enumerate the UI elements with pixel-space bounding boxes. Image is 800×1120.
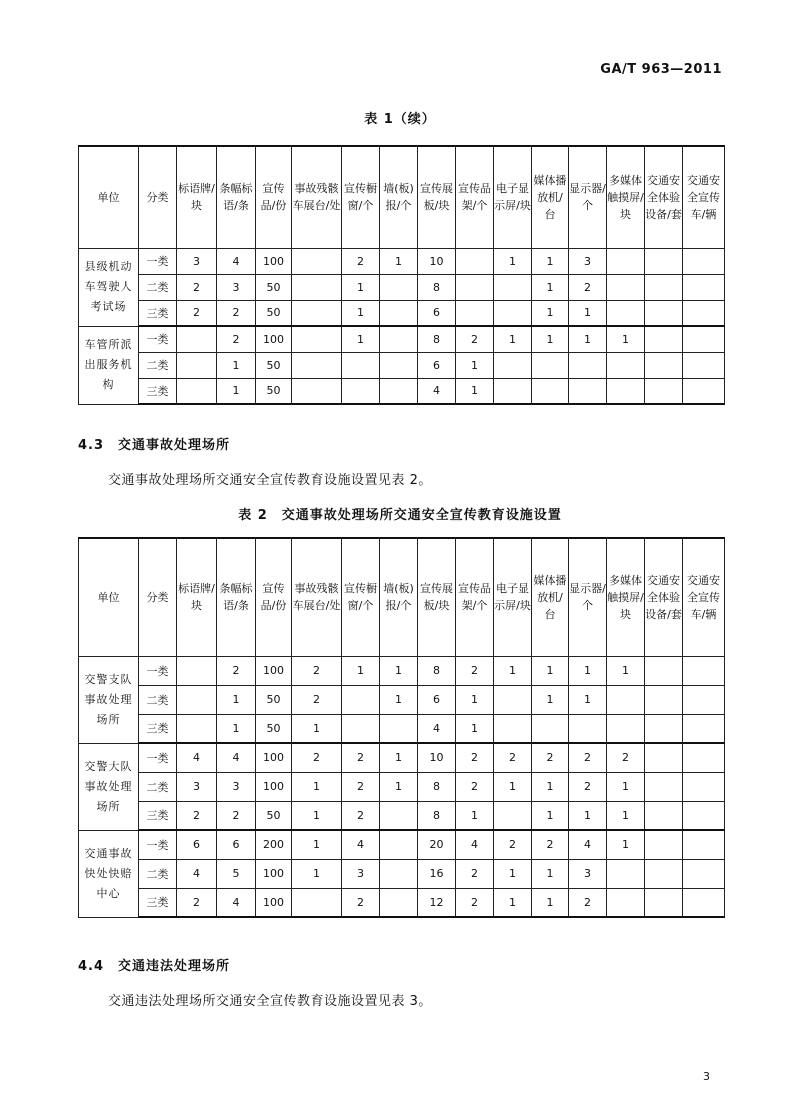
value-cell: 2: [217, 326, 256, 352]
value-cell: 1: [532, 801, 569, 830]
value-cell: 1: [456, 801, 494, 830]
column-header: 单位: [79, 146, 139, 248]
value-cell: 1: [532, 248, 569, 274]
value-cell: 1: [532, 685, 569, 714]
table-row: [79, 685, 725, 714]
table-row: [79, 830, 725, 859]
value-cell: 2: [342, 248, 380, 274]
value-cell: 2: [494, 743, 532, 772]
value-cell: [683, 888, 725, 917]
value-cell: 1: [380, 248, 418, 274]
value-cell: [494, 685, 532, 714]
value-cell: [177, 378, 217, 404]
value-cell: [177, 352, 217, 378]
value-cell: 2: [456, 888, 494, 917]
value-cell: [494, 274, 532, 300]
value-cell: [645, 274, 683, 300]
table-row: [79, 248, 725, 274]
value-cell: 2: [456, 326, 494, 352]
value-cell: [177, 714, 217, 743]
value-cell: 1: [569, 801, 607, 830]
value-cell: [177, 326, 217, 352]
value-cell: [456, 248, 494, 274]
value-cell: 1: [292, 830, 342, 859]
value-cell: [607, 300, 645, 326]
value-cell: [456, 300, 494, 326]
value-cell: 1: [532, 300, 569, 326]
category-cell: 三类: [139, 801, 177, 830]
value-cell: 12: [418, 888, 456, 917]
value-cell: [380, 714, 418, 743]
column-header: 标语牌/块: [177, 146, 217, 248]
value-cell: 2: [177, 801, 217, 830]
column-header: 单位: [79, 538, 139, 656]
value-cell: [342, 352, 380, 378]
column-header: 宣传品架/个: [456, 538, 494, 656]
value-cell: [569, 352, 607, 378]
table2: [78, 537, 725, 918]
value-cell: 6: [418, 300, 456, 326]
category-cell: 二类: [139, 859, 177, 888]
value-cell: 1: [342, 274, 380, 300]
value-cell: 1: [569, 300, 607, 326]
value-cell: [607, 859, 645, 888]
value-cell: [380, 801, 418, 830]
table-row: [79, 772, 725, 801]
value-cell: 1: [494, 248, 532, 274]
value-cell: [645, 714, 683, 743]
value-cell: [456, 274, 494, 300]
value-cell: 2: [456, 772, 494, 801]
value-cell: 1: [569, 685, 607, 714]
value-cell: 2: [342, 801, 380, 830]
value-cell: [607, 274, 645, 300]
value-cell: [292, 248, 342, 274]
value-cell: 2: [177, 274, 217, 300]
value-cell: [532, 352, 569, 378]
value-cell: 1: [292, 801, 342, 830]
table1-caption: 表 1（续）: [364, 112, 436, 127]
column-header: 墙(板)报/个: [380, 538, 418, 656]
value-cell: 4: [418, 378, 456, 404]
column-header: 电子显示屏/块: [494, 146, 532, 248]
table-row: [79, 801, 725, 830]
value-cell: 4: [217, 248, 256, 274]
value-cell: 1: [217, 352, 256, 378]
value-cell: [645, 656, 683, 685]
value-cell: [607, 685, 645, 714]
value-cell: [645, 300, 683, 326]
category-cell: 三类: [139, 378, 177, 404]
value-cell: 2: [177, 888, 217, 917]
value-cell: 1: [342, 326, 380, 352]
category-cell: 一类: [139, 248, 177, 274]
section-4-3-heading: 4.3 交通事故处理场所: [78, 438, 231, 453]
value-cell: [380, 888, 418, 917]
value-cell: [645, 772, 683, 801]
column-header: 显示器/个: [569, 538, 607, 656]
value-cell: 2: [292, 656, 342, 685]
value-cell: [380, 300, 418, 326]
value-cell: 1: [607, 801, 645, 830]
value-cell: [380, 274, 418, 300]
value-cell: 100: [256, 743, 292, 772]
value-cell: 1: [494, 859, 532, 888]
value-cell: 50: [256, 378, 292, 404]
value-cell: 1: [532, 326, 569, 352]
value-cell: 1: [607, 772, 645, 801]
table-row: [79, 352, 725, 378]
value-cell: 1: [532, 859, 569, 888]
value-cell: 2: [532, 830, 569, 859]
value-cell: [683, 248, 725, 274]
value-cell: 1: [532, 656, 569, 685]
value-cell: 100: [256, 248, 292, 274]
table-row: [79, 743, 725, 772]
value-cell: 8: [418, 326, 456, 352]
value-cell: [683, 274, 725, 300]
value-cell: 1: [494, 326, 532, 352]
value-cell: 2: [217, 656, 256, 685]
value-cell: 1: [342, 300, 380, 326]
column-header: 宣传展板/块: [418, 146, 456, 248]
value-cell: 1: [380, 772, 418, 801]
value-cell: [342, 714, 380, 743]
value-cell: 4: [177, 743, 217, 772]
section-4-4-heading: 4.4 交通违法处理场所: [78, 959, 231, 974]
value-cell: [494, 714, 532, 743]
value-cell: [683, 714, 725, 743]
column-header: 宣传品/份: [256, 538, 292, 656]
section-4-4-text: 交通违法处理场所交通安全宣传教育设施设置见表 3。: [108, 994, 432, 1009]
unit-cell: 县级机动车驾驶人考试场: [79, 248, 139, 326]
value-cell: 4: [418, 714, 456, 743]
category-cell: 二类: [139, 274, 177, 300]
value-cell: [177, 656, 217, 685]
value-cell: 6: [418, 352, 456, 378]
category-cell: 二类: [139, 352, 177, 378]
value-cell: [380, 859, 418, 888]
value-cell: [569, 378, 607, 404]
table-row: [79, 888, 725, 917]
value-cell: [683, 772, 725, 801]
value-cell: 1: [494, 888, 532, 917]
value-cell: 4: [456, 830, 494, 859]
table-row: [79, 378, 725, 404]
value-cell: 2: [569, 743, 607, 772]
value-cell: [683, 685, 725, 714]
category-cell: 二类: [139, 685, 177, 714]
value-cell: 2: [456, 859, 494, 888]
category-cell: 一类: [139, 830, 177, 859]
value-cell: [607, 378, 645, 404]
value-cell: [645, 352, 683, 378]
table-row: [79, 300, 725, 326]
unit-cell: 车管所派出服务机构: [79, 326, 139, 404]
unit-cell: 交警大队事故处理场所: [79, 743, 139, 830]
value-cell: 200: [256, 830, 292, 859]
column-header: 媒体播放机/台: [532, 538, 569, 656]
value-cell: [645, 743, 683, 772]
value-cell: [380, 830, 418, 859]
value-cell: 1: [456, 685, 494, 714]
value-cell: 1: [217, 378, 256, 404]
value-cell: 1: [569, 656, 607, 685]
table-row: [79, 274, 725, 300]
value-cell: 100: [256, 656, 292, 685]
value-cell: 2: [569, 772, 607, 801]
value-cell: 1: [456, 352, 494, 378]
value-cell: [292, 326, 342, 352]
column-header: 显示器/个: [569, 146, 607, 248]
value-cell: [292, 888, 342, 917]
value-cell: [683, 801, 725, 830]
value-cell: 3: [217, 274, 256, 300]
value-cell: [494, 352, 532, 378]
value-cell: [645, 859, 683, 888]
value-cell: [380, 326, 418, 352]
value-cell: 2: [607, 743, 645, 772]
column-header: 事故残骸车展台/处: [292, 538, 342, 656]
document-code: GA/T 963—2011: [600, 62, 722, 77]
value-cell: 4: [177, 859, 217, 888]
table2-caption: 表 2 交通事故处理场所交通安全宣传教育设施设置: [238, 508, 562, 523]
column-header: 分类: [139, 538, 177, 656]
value-cell: 2: [217, 801, 256, 830]
value-cell: 8: [418, 772, 456, 801]
value-cell: 2: [217, 300, 256, 326]
value-cell: [645, 685, 683, 714]
value-cell: [532, 378, 569, 404]
value-cell: 2: [292, 743, 342, 772]
value-cell: [645, 378, 683, 404]
value-cell: 2: [342, 743, 380, 772]
value-cell: 1: [494, 656, 532, 685]
value-cell: 16: [418, 859, 456, 888]
value-cell: 8: [418, 274, 456, 300]
value-cell: [645, 326, 683, 352]
category-cell: 二类: [139, 772, 177, 801]
value-cell: 2: [569, 274, 607, 300]
value-cell: [569, 714, 607, 743]
category-cell: 三类: [139, 714, 177, 743]
value-cell: 10: [418, 248, 456, 274]
column-header: 分类: [139, 146, 177, 248]
category-cell: 三类: [139, 888, 177, 917]
value-cell: [683, 859, 725, 888]
value-cell: [494, 378, 532, 404]
value-cell: [292, 352, 342, 378]
value-cell: 100: [256, 859, 292, 888]
value-cell: [683, 378, 725, 404]
value-cell: 2: [456, 743, 494, 772]
value-cell: 1: [292, 714, 342, 743]
column-header: 多媒体触摸屏/块: [607, 146, 645, 248]
value-cell: [645, 888, 683, 917]
value-cell: 4: [217, 888, 256, 917]
value-cell: 5: [217, 859, 256, 888]
value-cell: 1: [607, 830, 645, 859]
value-cell: [494, 300, 532, 326]
column-header: 媒体播放机/台: [532, 146, 569, 248]
value-cell: [607, 714, 645, 743]
value-cell: 1: [532, 772, 569, 801]
value-cell: 1: [607, 326, 645, 352]
value-cell: [645, 248, 683, 274]
value-cell: [342, 685, 380, 714]
value-cell: 1: [217, 714, 256, 743]
value-cell: 50: [256, 801, 292, 830]
value-cell: 50: [256, 352, 292, 378]
value-cell: 6: [418, 685, 456, 714]
column-header: 事故残骸车展台/处: [292, 146, 342, 248]
table-row: [79, 656, 725, 685]
value-cell: 8: [418, 801, 456, 830]
value-cell: 10: [418, 743, 456, 772]
value-cell: [683, 830, 725, 859]
value-cell: 4: [569, 830, 607, 859]
value-cell: 1: [292, 859, 342, 888]
value-cell: 100: [256, 888, 292, 917]
category-cell: 一类: [139, 743, 177, 772]
value-cell: [532, 714, 569, 743]
value-cell: 50: [256, 300, 292, 326]
column-header: 宣传橱窗/个: [342, 146, 380, 248]
value-cell: 1: [456, 378, 494, 404]
value-cell: 6: [177, 830, 217, 859]
value-cell: 1: [607, 656, 645, 685]
value-cell: [607, 248, 645, 274]
value-cell: [342, 378, 380, 404]
value-cell: 1: [217, 685, 256, 714]
table-row: [79, 859, 725, 888]
value-cell: [683, 656, 725, 685]
table-row: [79, 326, 725, 352]
value-cell: [494, 801, 532, 830]
column-header: 电子显示屏/块: [494, 538, 532, 656]
unit-cell: 交通事故快处快赔中心: [79, 830, 139, 917]
value-cell: 2: [532, 743, 569, 772]
value-cell: [380, 352, 418, 378]
column-header: 交通安全体验设备/套: [645, 538, 683, 656]
column-header: 宣传品/份: [256, 146, 292, 248]
value-cell: [292, 300, 342, 326]
column-header: 宣传橱窗/个: [342, 538, 380, 656]
value-cell: [177, 685, 217, 714]
value-cell: 1: [342, 656, 380, 685]
value-cell: 1: [292, 772, 342, 801]
value-cell: 3: [217, 772, 256, 801]
value-cell: 50: [256, 685, 292, 714]
value-cell: [607, 888, 645, 917]
column-header: 标语牌/块: [177, 538, 217, 656]
value-cell: [645, 801, 683, 830]
value-cell: 1: [380, 656, 418, 685]
value-cell: 2: [177, 300, 217, 326]
column-header: 交通安全体验设备/套: [645, 146, 683, 248]
value-cell: 3: [177, 772, 217, 801]
column-header: 条幅标语/条: [217, 538, 256, 656]
column-header: 宣传展板/块: [418, 538, 456, 656]
column-header: 多媒体触摸屏/块: [607, 538, 645, 656]
value-cell: [683, 352, 725, 378]
value-cell: 2: [456, 656, 494, 685]
column-header: 条幅标语/条: [217, 146, 256, 248]
value-cell: 3: [177, 248, 217, 274]
value-cell: 3: [569, 248, 607, 274]
value-cell: 1: [569, 326, 607, 352]
table1: [78, 145, 725, 405]
value-cell: 1: [380, 685, 418, 714]
column-header: 宣传品架/个: [456, 146, 494, 248]
value-cell: 2: [569, 888, 607, 917]
value-cell: 50: [256, 274, 292, 300]
value-cell: 1: [456, 714, 494, 743]
value-cell: 6: [217, 830, 256, 859]
value-cell: [292, 378, 342, 404]
value-cell: [380, 378, 418, 404]
section-4-3-text: 交通事故处理场所交通安全宣传教育设施设置见表 2。: [108, 473, 432, 488]
column-header: 交通安全宣传车/辆: [683, 538, 725, 656]
value-cell: 3: [569, 859, 607, 888]
page-number: 3: [703, 1070, 710, 1083]
value-cell: [683, 743, 725, 772]
value-cell: 2: [292, 685, 342, 714]
category-cell: 一类: [139, 656, 177, 685]
column-header: 交通安全宣传车/辆: [683, 146, 725, 248]
value-cell: [292, 274, 342, 300]
unit-cell: 交警支队事故处理场所: [79, 656, 139, 743]
category-cell: 一类: [139, 326, 177, 352]
column-header: 墙(板)报/个: [380, 146, 418, 248]
value-cell: [645, 830, 683, 859]
value-cell: 2: [494, 830, 532, 859]
value-cell: 20: [418, 830, 456, 859]
value-cell: 2: [342, 888, 380, 917]
value-cell: 1: [532, 888, 569, 917]
category-cell: 三类: [139, 300, 177, 326]
value-cell: 100: [256, 772, 292, 801]
table-row: [79, 714, 725, 743]
value-cell: [683, 326, 725, 352]
value-cell: 50: [256, 714, 292, 743]
value-cell: 1: [494, 772, 532, 801]
value-cell: 3: [342, 859, 380, 888]
value-cell: 4: [342, 830, 380, 859]
value-cell: [683, 300, 725, 326]
value-cell: 2: [342, 772, 380, 801]
value-cell: 8: [418, 656, 456, 685]
value-cell: [607, 352, 645, 378]
value-cell: 100: [256, 326, 292, 352]
value-cell: 4: [217, 743, 256, 772]
value-cell: 1: [532, 274, 569, 300]
value-cell: 1: [380, 743, 418, 772]
